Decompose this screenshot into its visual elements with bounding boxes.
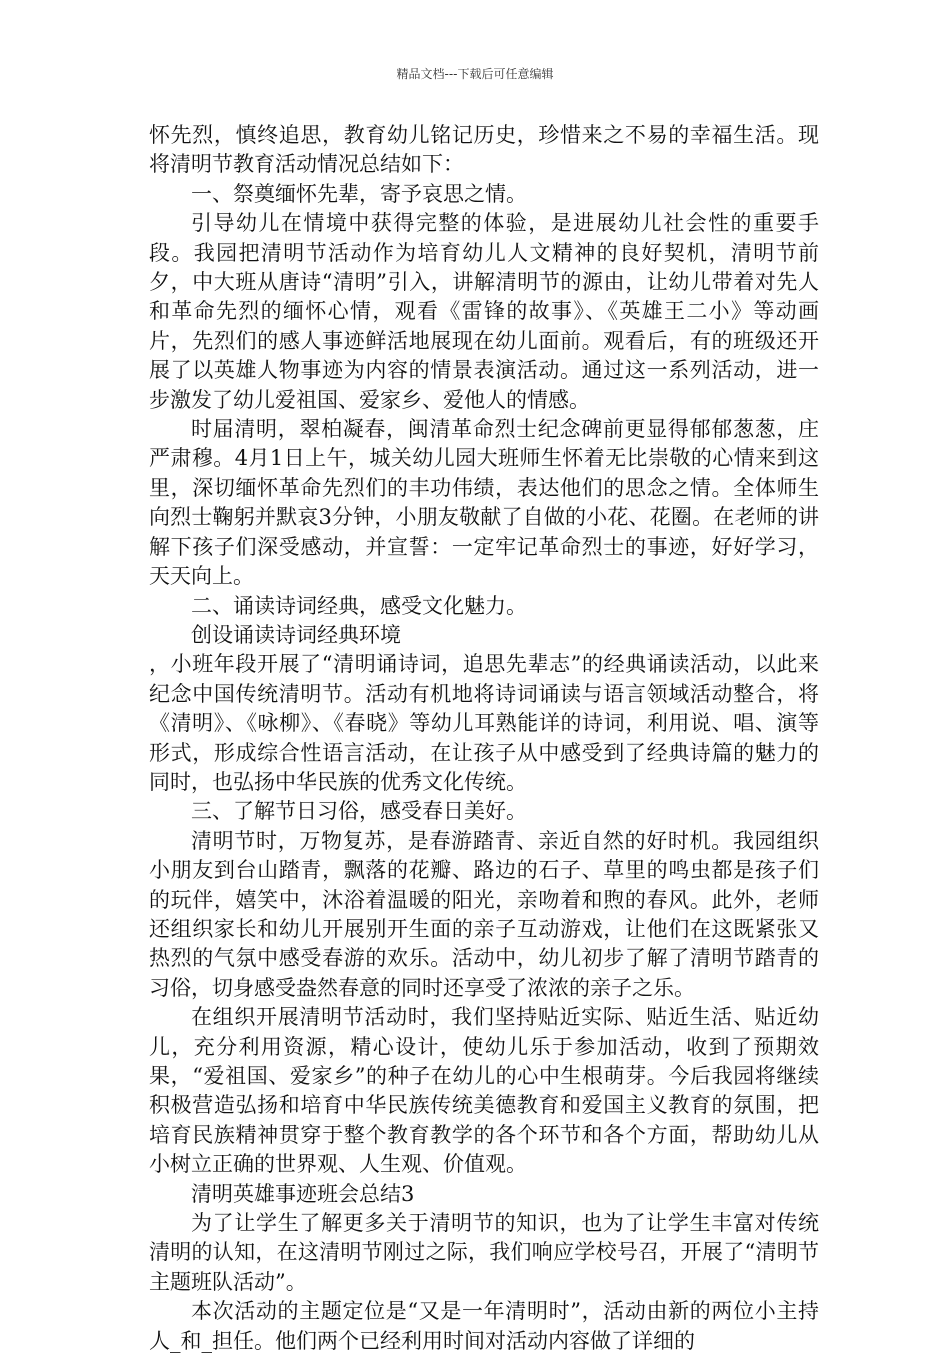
paragraph: 引导幼儿在情境中获得完整的体验，是进展幼儿社会性的重要手段。我园把清明节活动作为培育幼儿人文精神的良好契机，清明节前夕，中大班从唐诗“清明”引入，讲解清明节的源由，让幼儿带着对先人和革命先烈的缅怀心情，观看《雷锋的故事》、《英雄王二小》等动画片，先烈们的感人事迹鲜活地展现在幼儿面前。观看后，有的班级还开展了以英雄人物事迹为内容的情景表演活动。通过这一系列活动，进一步激发了幼儿爱祖国、爱家乡、爱他人的情感。 xyxy=(149,211,819,412)
paragraph: 为了让学生了解更多关于清明节的知识，也为了让学生丰富对传统清明的认知，在这清明节刚过之际，我们响应学校号召，开展了“清明节主题班队活动”。 xyxy=(149,1211,819,1294)
paragraph: 时届清明，翠柏凝春，闽清革命烈士纪念碑前更显得郁郁葱葱，庄严肃穆。4月1日上午，城关幼儿园大班师生怀着无比崇敬的心情来到这里，深切缅怀革命先烈们的丰功伟绩，表达他们的思念之情。全体师生向烈士鞠躬并默哀3分钟，小朋友敬献了自做的小花、花圈。在老师的讲解下孩子们深受感动，并宣誓：一定牢记革命烈士的事迹，好好学习，天天向上。 xyxy=(149,417,819,589)
paragraph: ，小班年段开展了“清明诵诗词，追思先辈志”的经典诵读活动，以此来纪念中国传统清明节。活动有机地将诗词诵读与语言领域活动整合，将《清明》、《咏柳》、《春晓》等幼儿耳熟能详的诗词，利用说、唱、演等形式，形成综合性语言活动，在让孩子从中感受到了经典诗篇的魅力的同时，也弘扬中华民族的优秀文化传统。 xyxy=(149,652,819,794)
paragraph: 清明节时，万物复苏，是春游踏青、亲近自然的好时机。我园组织小朋友到台山踏青，飘落的花瓣、路边的石子、草里的鸣虫都是孩子们的玩伴，嬉笑中，沐浴着温暖的阳光，亲吻着和煦的春风。此外，老师还组织家长和幼儿开展别开生面的亲子互动游戏，让他们在这既紧张又热烈的气氛中感受春游的欢乐。活动中，幼儿初步了解了清明节踏青的习俗，切身感受盎然春意的同时还享受了浓浓的亲子之乐。 xyxy=(149,828,819,1000)
page-header: 精品文档---下载后可任意编辑 xyxy=(396,67,554,81)
section-title: 清明英雄事迹班会总结3 xyxy=(191,1181,415,1206)
paragraph: 本次活动的主题定位是“又是一年清明时”，活动由新的两位小主持人_和_担任。他们两个已经利用时间对活动内容做了详细的 xyxy=(149,1299,819,1353)
paragraph: 怀先烈，慎终追思，教育幼儿铭记历史，珍惜来之不易的幸福生活。现将清明节教育活动情况总结如下： xyxy=(149,123,819,177)
section-heading: 二、诵读诗词经典，感受文化魅力。 xyxy=(191,593,527,618)
section-heading: 三、了解节日习俗，感受春日美好。 xyxy=(191,799,527,824)
section-heading: 一、祭奠缅怀先辈，寄予哀思之情。 xyxy=(191,181,527,206)
paragraph: 在组织开展清明节活动时，我们坚持贴近实际、贴近生活、贴近幼儿，充分利用资源，精心设计，使幼儿乐于参加活动，收到了预期效果，“爱祖国、爱家乡”的种子在幼儿的心中生根萌芽。今后我园将继续积极营造弘扬和培育中华民族传统美德教育和爱国主义教育的氛围，把培育民族精神贯穿于整个教育教学的各个环节和各个方面，帮助幼儿从小树立正确的世界观、人生观、价值观。 xyxy=(149,1005,819,1177)
paragraph: 创设诵读诗词经典环境 xyxy=(191,622,401,647)
document-body xyxy=(149,121,819,1356)
